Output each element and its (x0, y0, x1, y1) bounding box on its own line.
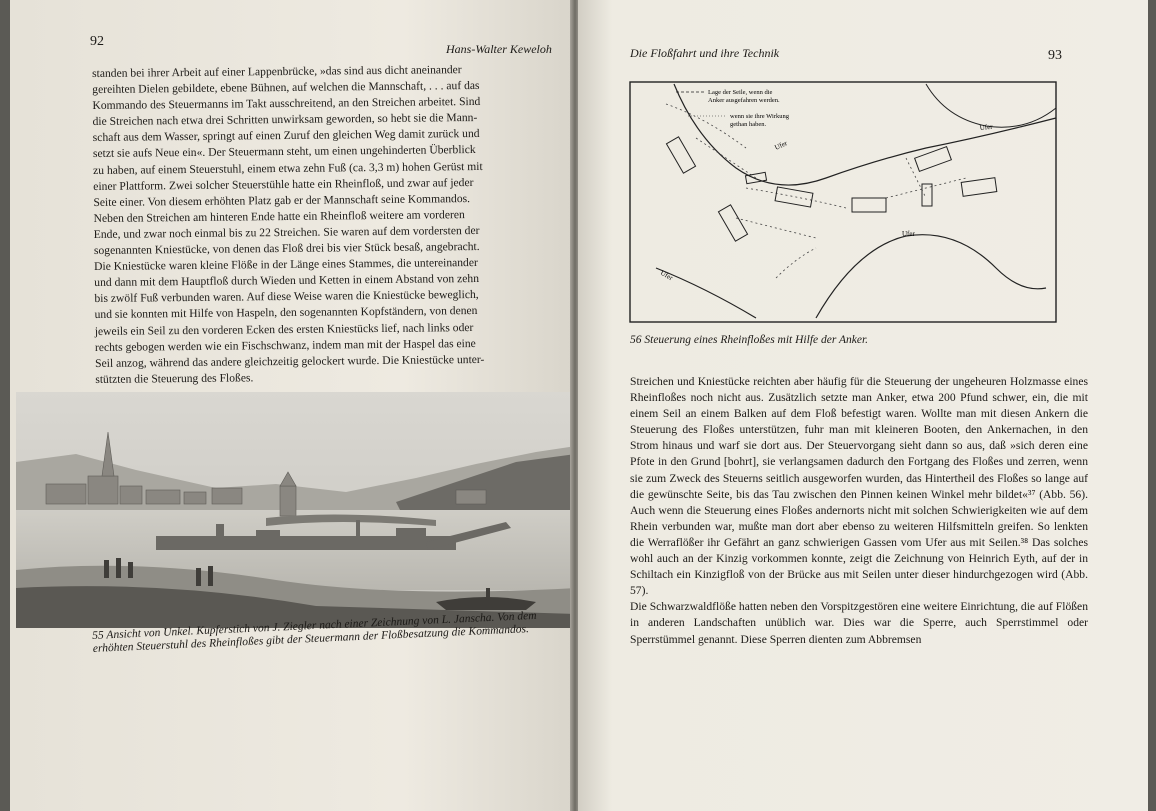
bank-label: Ufer (979, 122, 993, 132)
raft-5 (915, 147, 952, 172)
text-line: Die Kniestücke waren kleine Flöße in der Länge eines Stammes, die untereinander (94, 256, 478, 274)
text-line: zu haben, auf einem Steuerstuhl, einem etwa zehn Fuß (ca. 3,3 m) hohen Gerüst mit (93, 159, 483, 177)
text-line: Kommando des Steuermanns im Takt ausschreitend, an den Streichen arbeitet. Sind (92, 95, 481, 113)
raft-4 (852, 198, 886, 212)
running-head: Hans-Walter Keweloh (446, 42, 552, 56)
text-line: setzt sie aufs Neue ein«. Der Steuermann steht, um einen ungehinderten Überblick (92, 143, 476, 161)
engraving-image (16, 392, 572, 628)
text-line: bis zwölf Fuß verbunden waren. Auf diese Weise waren die Kniestücke beweglich, (94, 288, 479, 306)
right-page (578, 0, 1148, 811)
text-line: Neben den Streichen am hinteren Ende hatte ein Rheinfloß weitere am vorderen (93, 207, 465, 225)
body-text (92, 61, 547, 388)
text-line: Seil anzog, während das andere gleichzeitig gelockert wurde. Die Kniestücke unter- (95, 352, 485, 370)
paragraph: Streichen und Kniestücke reichten aber häufig für die Steuerung der ungeheuren Holzmasse eines Rheinfloßes noch nicht aus. Zusätzlich setzte man Anker, etwa 200 Pfund schwer, ein, die mit einem Seil an einem Balken auf dem Floß befestigt waren. Wollte man mit diesen Ankern die Steuerung des Floßes unterstützen, fuhr man mit kleineren Booten, den Ankernachen, in den Strom hinaus und warf sie dort aus. Der Steuervorgang sieht dann so aus, daß »sich deren eine Pfote in den Grund [bohrt], sie verlangsamen dadurch den Fortgang des Floßes und zerren, wenn sie zum Zweck des Steuerns seitlich ausgeworfen wurden, das Hintertheil des Floßes so lange auf die gewünschte Seite, bis das Tau zwischen den Pinnen keinen Winkel mehr bildet«³⁷ (Abb. 56). Auch wenn die Steuerung eines Floßes andernorts nicht mit solchen Schwierigkeiten wie auf dem Rhein verbunden war, mußte man dort aber ebenso zu weiteren Hilfsmitteln greifen. So lenkten die Werraflößer ihr Gefährt an ganz schwierigen Gassen vom Ufer aus mit Seilen.³⁸ Das solches wohl auch an der Kinzig vorkommen konnte, zeigt die Zeichnung von Heinrich Eyth, auf der in Schiltach ein Kinzigfloß von der Brücke aus mit Seilen unter dieser hindurchgezogen wird (Abb. 57). (630, 375, 1088, 598)
raft-steering-diagram (626, 78, 1060, 326)
text-line: rechts gebogen werden wie ein Fischschwanz, indem man mit der Haspel das eine (94, 336, 476, 354)
paragraph: Die Schwarzwaldflöße hatten neben den Vorspitzgestören eine weitere Einrichtung, die auf Flößen in anderen Landschaften unüblich war. Dies war die Sperre, auch Sperrstimmel oder Sperrstümmel genannt. Diese Sperren dienten zum Abbremsen (630, 600, 1088, 646)
legend-text: Anker ausgefahren werden. (708, 97, 780, 104)
upper-right-riverbank (926, 84, 1056, 127)
legend-text: wenn sie ihre Wirkung (730, 113, 790, 120)
text-line: standen bei ihrer Arbeit auf einer Lappenbrücke, »das sind aus dicht aneinander (92, 63, 462, 80)
figure-caption: 56 Steuerung eines Rheinfloßes mit Hilfe der Anker. (630, 334, 869, 346)
body-text (630, 374, 1088, 648)
bank-label: Ufer (659, 268, 675, 283)
figure-caption: 55 Ansicht von Unkel. Kupferstich von J. Ziegler nach einer Zeichnung von L. Janscha. Von dem erhöhten Steuerstuhl des Rheinfloßes gibt der Steuermann der Floßbesatzung die Kommandos. (92, 609, 537, 655)
text-line: sogenannten Kniestücke, von denen das Floß drei bis vier Stück besaß, angebracht. (93, 239, 480, 258)
diagram-frame (630, 82, 1056, 322)
text-line: gereihten Dielen gebildete, ebene Bühnen, auf welchen die Mannschaft, . . . auf das (92, 79, 480, 97)
text-line: und dann mit dem Hauptfloß durch Wieden und Ketten in einem Abstand von zehn (94, 272, 480, 290)
text-line: schaft aus dem Wasser, springt auf einen Zuruf den gleichen Weg damit zurück und (92, 127, 480, 145)
raft-3 (775, 187, 813, 207)
text-line: stützten die Steuerung des Floßes. (95, 371, 254, 386)
legend-text: Lage der Seile, wenn die (708, 89, 773, 96)
bank-label: Ufer (773, 139, 789, 152)
raft-6 (961, 178, 997, 197)
middle-riverbank (816, 235, 1046, 318)
raft-7 (922, 184, 932, 206)
page-number: 93 (1048, 48, 1062, 63)
bank-label: Ufer (902, 230, 915, 238)
left-page (10, 0, 572, 811)
text-line: und sie konnten mit Hilfe von Haspeln, den sogenannten Kopfständern, von denen (94, 304, 478, 322)
page-number: 92 (90, 34, 104, 49)
text-line: Seite einer. Von diesem erhöhten Platz gab er der Mannschaft seine Kommandos. (93, 191, 471, 209)
running-head: Die Floßfahrt und ihre Technik (630, 46, 780, 60)
text-line: die Streichen nach etwa drei Schritten unwirksam geworden, so hebt sie die Mann- (92, 111, 478, 129)
legend-text: gethan haben. (730, 121, 767, 128)
text-line: Ende, und zwar noch einmal bis zu 22 Streichen. Sie waren auf dem vordersten der (93, 223, 480, 241)
raft-2 (718, 205, 747, 241)
text-line: jeweils ein Seil zu den vorderen Ecken des ersten Kniestücks lief, nach links oder (94, 320, 474, 338)
text-line: einer Plattform. Zwei solcher Steuerstühle hatte ein Rheinfloß, und zwar auf jeder (93, 175, 474, 193)
raft-1 (666, 137, 695, 173)
